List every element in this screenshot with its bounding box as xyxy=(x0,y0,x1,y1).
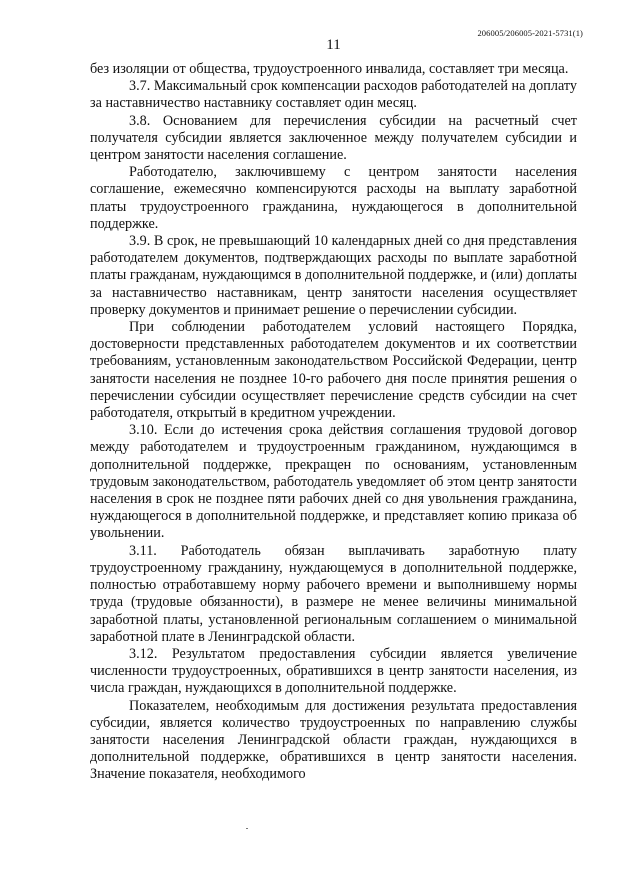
text-line: по направлению службы занятости населения Ленинградской области xyxy=(90,714,577,748)
text-line: При соблюдении работодателем условий настоящего Порядка, xyxy=(129,319,577,336)
text-line: в центр занятости населения. Значение показателя, необходимого xyxy=(90,749,577,783)
text-line: граждан, нуждающихся в дополнительной поддержке, обратившихся xyxy=(90,731,577,766)
text-line: нуждающимся в дополнительной поддержке, прекращен по основаниям, xyxy=(90,439,578,473)
text-line: населения, из числа граждан, нуждающихся в дополнительной поддержке. xyxy=(90,663,577,697)
text-line: платы трудоустроенного гражданина, нуждающегося в дополнительной xyxy=(90,198,577,215)
text-line: поддержке. xyxy=(90,215,159,232)
document-id: 206005/206005-2021-5731(1) xyxy=(477,28,583,38)
paragraph-3-11 xyxy=(90,543,577,646)
text-line: без изоляции от общества, трудоустроенного инвалида, составляет xyxy=(90,61,498,77)
text-line: и выполнившему нормы труда (трудовые обязанности), в размере не менее xyxy=(90,577,577,611)
text-line: в дополнительной поддержке, и (или) доплаты за наставничество xyxy=(90,267,577,301)
page-number: 11 xyxy=(326,37,341,53)
document-body xyxy=(90,61,577,784)
scan-speck xyxy=(246,828,248,829)
text-line: 3.8. Основанием для перечисления субсидии на расчетный счет xyxy=(129,112,577,129)
paragraph-continuation xyxy=(90,61,577,78)
paragraph-compensation xyxy=(90,164,577,233)
text-line: 10-го рабочего дня после принятия решения о перечислении субсидии xyxy=(90,370,577,404)
text-line: и их соответствии требованиям, установленным законодательством xyxy=(90,336,578,370)
text-line: и центром занятости населения соглашение. xyxy=(90,129,577,164)
paragraph-transfer xyxy=(90,319,577,422)
paragraph-3-9 xyxy=(90,233,577,319)
text-line: соглашением о минимальной заработной плате в Ленинградской области. xyxy=(90,611,577,645)
text-line: 3.10. Если до истечения срока действия соглашения трудовой xyxy=(129,422,530,439)
text-line: 3.9. В срок, не превышающий 10 календарных дней xyxy=(129,233,447,250)
text-line: численности трудоустроенных, обратившихся в центр занятости xyxy=(90,663,494,680)
text-line: 3.7. Максимальный срок компенсации расходов работодателей xyxy=(129,78,512,95)
text-line: поддержке, и представляет копию приказа об увольнении. xyxy=(90,508,577,542)
text-line: 3.11. Работодатель обязан выплачивать заработную плату xyxy=(129,542,577,559)
text-line: об этом центр занятости населения в срок не позднее пяти рабочих дней xyxy=(90,473,577,508)
text-line: открытый в кредитном учреждении. xyxy=(176,405,396,422)
text-line: документов и принимает решение о перечислении субсидии. xyxy=(149,301,518,318)
text-line: со дня увольнения гражданина, нуждающегося в дополнительной xyxy=(90,491,577,525)
paragraph-3-12 xyxy=(90,646,577,698)
text-line: достоверности представленных работодателем документов xyxy=(90,336,462,353)
paragraph-3-10 xyxy=(90,422,577,542)
paragraph-indicator xyxy=(90,698,577,784)
text-line: на доплату за наставничество наставнику составляет один месяц. xyxy=(90,78,577,112)
text-line: договор между работодателем и трудоустроенным гражданином, xyxy=(90,422,577,456)
text-line: трудоустроенному гражданину, нуждающемуся в дополнительной xyxy=(90,559,509,576)
text-line: 3.12. Результатом предоставления субсидии является увеличение xyxy=(129,645,577,662)
text-line: поддержке, полностью отработавшему норму рабочего времени xyxy=(90,559,577,594)
text-line: Работодателю, заключившему с центром занятости населения xyxy=(129,164,577,181)
text-line: расходы по выплате заработной платы гражданам, нуждающимся xyxy=(90,250,578,284)
text-line: получателя субсидии является заключенное между получателем субсидии xyxy=(90,129,570,146)
paragraph-3-7 xyxy=(90,78,577,112)
text-line: осуществляет перечисление средств субсидии на счет работодателя, xyxy=(90,387,577,422)
text-line: три месяца. xyxy=(497,61,569,77)
text-line: величины минимальной заработной платы, установленной региональным xyxy=(90,594,577,628)
text-line: установленным трудовым законодательством, работодатель уведомляет xyxy=(90,456,577,490)
text-line: Российской Федерации, центр занятости населения не позднее xyxy=(90,353,577,387)
text-line: со дня представления работодателем документов, подтверждающих xyxy=(90,233,577,267)
text-line: Показателем, необходимым для достижения результата xyxy=(129,697,481,714)
text-line: наставникам, центр занятости населения осуществляет проверку xyxy=(90,284,578,318)
text-line: предоставления субсидии, является количество трудоустроенных xyxy=(90,697,577,731)
text-line: соглашение, ежемесячно компенсируются расходы на выплату заработной xyxy=(90,181,577,198)
paragraph-3-8 xyxy=(90,113,577,165)
